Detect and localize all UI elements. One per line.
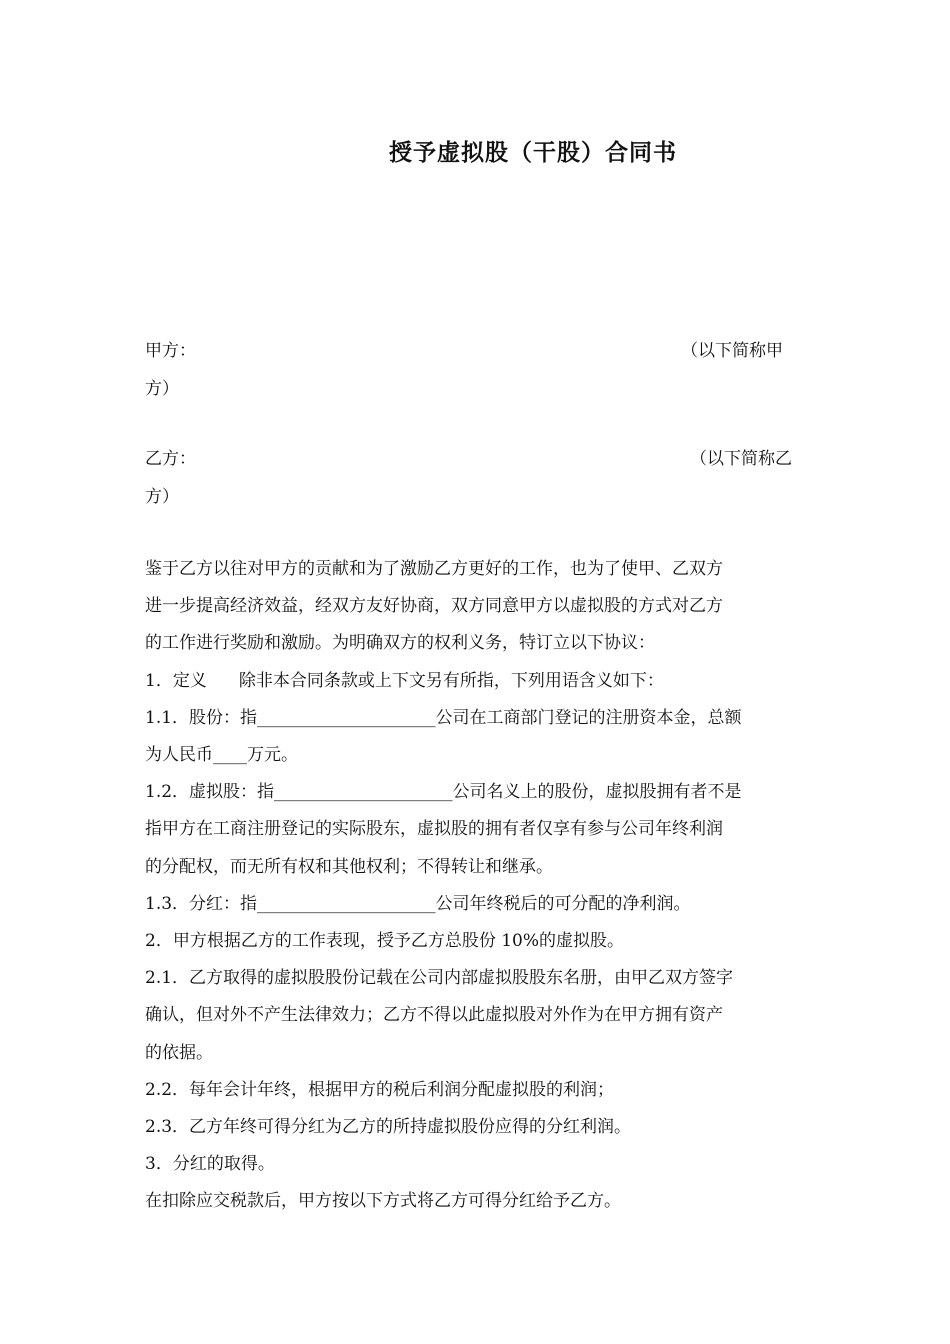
party-a-note: （以下简称甲 <box>681 341 783 361</box>
clause-2-1: 2.1．乙方取得的虚拟股股份记载在公司内部虚拟股股东名册，由甲乙双方签字 <box>145 968 734 989</box>
party-a-note-cont: 方） <box>145 379 179 399</box>
clause-1-3: 1.3．分红：指_____________________公司年终税后的可分配的净利润。 <box>145 893 691 914</box>
party-b-note: （以下简称乙 <box>690 449 792 469</box>
clause-2-1-cont: 确认，但对外不产生法律效力；乙方不得以此虚拟股对外作为在甲方拥有资产 <box>145 1005 723 1026</box>
section-3-text: 在扣除应交税款后，甲方按以下方式将乙方可得分红给予乙方。 <box>145 1191 621 1212</box>
party-a-label: 甲方： <box>145 341 196 361</box>
clause-1-1-cont: 为人民币____万元。 <box>145 745 298 766</box>
section-1-title: 1．定义 <box>145 670 207 691</box>
clause-2-1-cont: 的依据。 <box>145 1042 213 1063</box>
clause-1-1: 1.1．股份：指_____________________公司在工商部门登记的注册资本金，总额 <box>145 707 742 728</box>
clause-1-2-cont: 的分配权，而无所有权和其他权利；不得转让和继承。 <box>145 856 553 877</box>
clause-2-2: 2.2．每年会计年终，根据甲方的税后利润分配虚拟股的利润； <box>145 1079 615 1100</box>
clause-2-3: 2.3．乙方年终可得分红为乙方的所持虚拟股份应得的分红利润。 <box>145 1117 632 1138</box>
clause-1-2: 1.2．虚拟股：指_____________________公司名义上的股份，虚拟股拥有者不是 <box>145 782 742 803</box>
document-title: 授予虚拟股（干股）合同书 <box>389 140 677 166</box>
party-b-label: 乙方： <box>145 449 196 469</box>
preamble-line: 鉴于乙方以往对甲方的贡献和为了激励乙方更好的工作，也为了使甲、乙双方 <box>145 559 723 579</box>
section-1-intro: 除非本合同条款或上下文另有所指，下列用语含义如下： <box>238 670 664 691</box>
contract-body <box>145 551 810 1221</box>
section-2: 2．甲方根据乙方的工作表现，授予乙方总股份 10%的虚拟股。 <box>145 931 625 952</box>
preamble-line: 进一步提高经济效益，经双方友好协商，双方同意甲方以虚拟股的方式对乙方 <box>145 596 723 617</box>
clause-1-2-cont: 指甲方在工商注册登记的实际股东，虚拟股的拥有者仅享有参与公司年终利润 <box>145 819 723 840</box>
section-3: 3．分红的取得。 <box>145 1154 275 1175</box>
preamble-line: 的工作进行奖励和激励。为明确双方的权利义务，特订立以下协议： <box>145 633 655 654</box>
section-1-heading <box>145 663 810 700</box>
party-b-note-cont: 方） <box>145 487 179 507</box>
